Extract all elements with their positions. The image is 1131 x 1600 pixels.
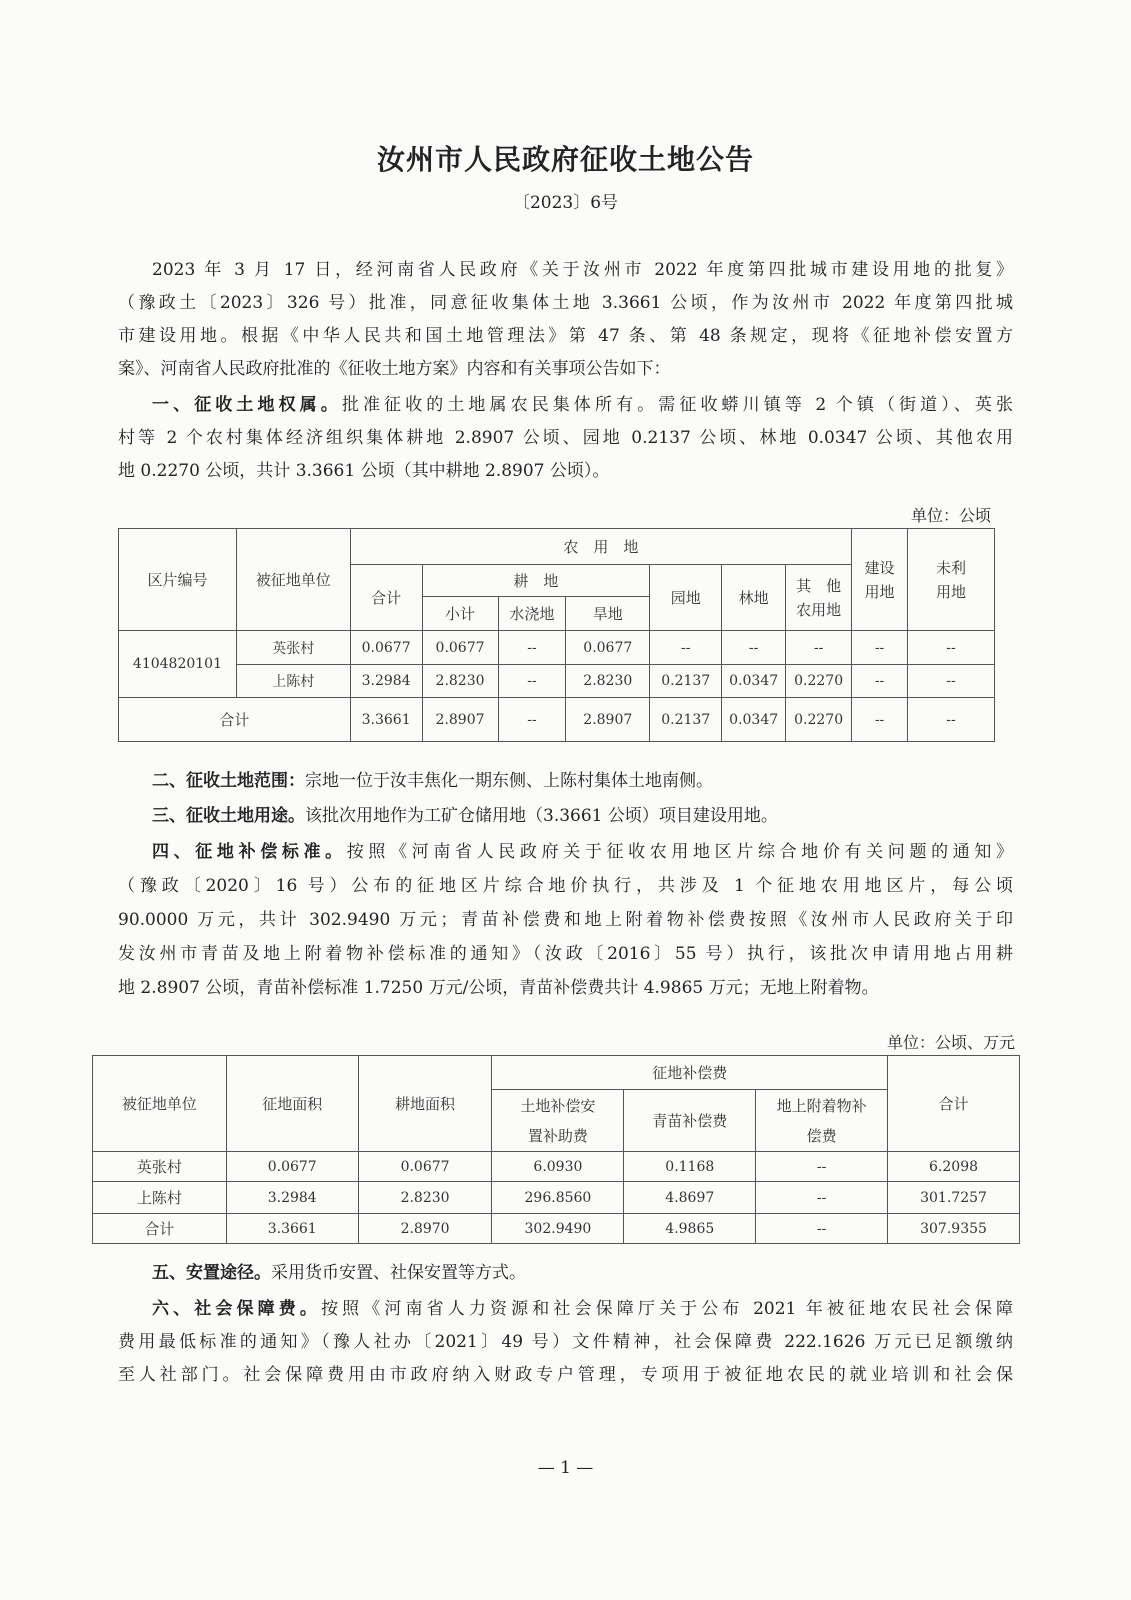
cell-land-fee: 296.8560 <box>492 1182 624 1214</box>
section4-line-3: 90.0000 万元，共计 302.9490 万元；青苗补偿费和地上附着物补偿费按照《汝州市人民政府关于印 <box>118 910 1013 930</box>
table-row <box>119 665 995 698</box>
th-total: 合计 <box>350 565 422 631</box>
cell-forest: 0.0347 <box>722 665 786 698</box>
cell-total: 307.9355 <box>888 1214 1020 1244</box>
th-arable: 耕 地 <box>422 565 650 597</box>
cell-subtotal: 2.8907 <box>422 698 498 742</box>
th-subtotal: 小计 <box>422 597 498 631</box>
intro-line-3: 市建设用地。根据《中华人民共和国土地管理法》第 47 条、第 48 条规定，现将《征地补偿安置方 <box>118 326 1013 346</box>
cell-irrigated: -- <box>498 665 566 698</box>
cell-subtotal: 0.0677 <box>422 631 498 665</box>
section6-line-2: 费用最低标准的通知》（豫人社办〔2021〕49 号）文件精神，社会保障费 222.1626 万元已足额缴纳 <box>118 1332 1013 1352</box>
cell-garden: -- <box>650 631 722 665</box>
section4-heading: 四、征地补偿标准。 <box>152 842 347 862</box>
table1-unit: 单位：公顷 <box>910 506 991 525</box>
table-row <box>93 1214 1020 1244</box>
cell-forest: -- <box>722 631 786 665</box>
th2-area: 征地面积 <box>226 1056 358 1152</box>
page-number: — 1 — <box>537 1458 594 1478</box>
section5: 五、安置途径。采用货币安置、社保安置等方式。 <box>152 1263 526 1283</box>
zone-code-cell: 4104820101 <box>119 631 237 698</box>
table-row-sum <box>119 698 995 742</box>
section3-heading: 三、征收土地用途。 <box>152 806 305 826</box>
section6-line-3: 至人社部门。社会保障费用由市政府纳入财政专户管理，专项用于被征地农民的就业培训和社会保 <box>118 1365 1013 1385</box>
cell-dry: 2.8230 <box>566 665 650 698</box>
section1-line-3: 地 0.2270 公顷，共计 3.3661 公顷（其中耕地 2.8907 公顷）。 <box>118 461 610 481</box>
cell-total: 301.7257 <box>888 1182 1020 1214</box>
cell-other: -- <box>786 631 852 665</box>
document-number: 〔2023〕6号 <box>512 193 619 213</box>
cell-attach-fee: -- <box>756 1182 888 1214</box>
cell-subtotal: 2.8230 <box>422 665 498 698</box>
cell-area: 3.3661 <box>226 1214 358 1244</box>
section2-heading: 二、征收土地范围： <box>152 771 305 791</box>
th-irrigated: 水浇地 <box>498 597 566 631</box>
cell-area: 0.0677 <box>226 1152 358 1182</box>
th2-fee-group: 征地补偿费 <box>492 1056 888 1090</box>
cell-arable: 2.8970 <box>358 1214 492 1244</box>
cell-garden: 0.2137 <box>650 665 722 698</box>
th-agri: 农 用 地 <box>350 529 851 565</box>
th2-attach-fee: 地上附着物补偿费 <box>756 1090 888 1152</box>
cell-construction: -- <box>852 698 908 742</box>
th-unit: 被征地单位 <box>236 529 350 631</box>
cell-construction: -- <box>852 631 908 665</box>
cell-area: 3.2984 <box>226 1182 358 1214</box>
cell-garden: 0.2137 <box>650 698 722 742</box>
page-title: 汝州市人民政府征收土地公告 <box>376 143 754 176</box>
intro-line-4: 案》、河南省人民政府批准的《征收土地方案》内容和有关事项公告如下： <box>118 359 671 379</box>
cell-unit: 合计 <box>93 1214 227 1244</box>
cell-unit: 上陈村 <box>93 1182 227 1214</box>
section3: 三、征收土地用途。该批次用地作为工矿仓储用地（3.3661 公顷）项目建设用地。 <box>152 806 778 826</box>
cell-unit: 英张村 <box>236 631 350 665</box>
compensation-table <box>92 1055 1020 1244</box>
cell-unused: -- <box>908 631 995 665</box>
th2-total: 合计 <box>888 1056 1020 1152</box>
cell-other: 0.2270 <box>786 665 852 698</box>
intro-line-1: 2023 年 3 月 17 日，经河南省人民政府《关于汝州市 2022 年度第四批城市建设用地的批复》 <box>152 260 1013 280</box>
th-dry: 旱地 <box>566 597 650 631</box>
cell-unused: -- <box>908 698 995 742</box>
intro-line-2: （豫政土〔2023〕326 号）批准，同意征收集体土地 3.3661 公顷，作为汝州市 2022 年度第四批城 <box>118 293 1013 313</box>
cell-construction: -- <box>852 665 908 698</box>
table2-unit: 单位：公顷、万元 <box>886 1033 1015 1052</box>
cell-crop-fee: 0.1168 <box>624 1152 756 1182</box>
cell-forest: 0.0347 <box>722 698 786 742</box>
cell-crop-fee: 4.9865 <box>624 1214 756 1244</box>
section5-heading: 五、安置途径。 <box>152 1263 271 1283</box>
section1-line-2: 村等 2 个农村集体经济组织集体耕地 2.8907 公顷、园地 0.2137 公顷、林地 0.0347 公顷、其他农用 <box>118 428 1013 448</box>
table-row <box>93 1152 1020 1182</box>
table-row <box>93 1182 1020 1214</box>
section6-heading: 六、社会保障费。 <box>152 1299 322 1319</box>
cell-irrigated: -- <box>498 631 566 665</box>
section4-line-4: 发汝州市青苗及地上附着物补偿标准的通知》（汝政〔2016〕55 号）执行，该批次申请用地占用耕 <box>118 944 1013 964</box>
cell-arable: 0.0677 <box>358 1152 492 1182</box>
cell-land-fee: 302.9490 <box>492 1214 624 1244</box>
cell-irrigated: -- <box>498 698 566 742</box>
cell-unused: -- <box>908 665 995 698</box>
cell-total: 3.3661 <box>350 698 422 742</box>
section2: 二、征收土地范围：宗地一位于汝丰焦化一期东侧、上陈村集体土地南侧。 <box>152 771 713 791</box>
section4-line-2: （豫政〔2020〕16 号）公布的征地区片综合地价执行，共涉及 1 个征地农用地区片，每公顷 <box>118 876 1013 896</box>
th-forest: 林地 <box>722 565 786 631</box>
th-unused: 未利用地 <box>908 529 995 631</box>
cell-total: 0.0677 <box>350 631 422 665</box>
th2-crop-fee: 青苗补偿费 <box>624 1090 756 1152</box>
section1-heading: 一、征收土地权属。 <box>152 395 342 415</box>
cell-total: 6.2098 <box>888 1152 1020 1182</box>
cell-unit: 英张村 <box>93 1152 227 1182</box>
th2-arable-area: 耕地面积 <box>358 1056 492 1152</box>
cell-unit: 上陈村 <box>236 665 350 698</box>
th-other-agri: 其 他农用地 <box>786 565 852 631</box>
table-row <box>119 631 995 665</box>
cell-attach-fee: -- <box>756 1214 888 1244</box>
th2-land-fee: 土地补偿安置补助费 <box>492 1090 624 1152</box>
cell-dry: 0.0677 <box>566 631 650 665</box>
cell-other: 0.2270 <box>786 698 852 742</box>
section1-line-1: 一、征收土地权属。批准征收的土地属农民集体所有。需征收蟒川镇等 2 个镇（街道）、英张 <box>152 395 1014 415</box>
cell-total: 3.2984 <box>350 665 422 698</box>
cell-sum-label: 合计 <box>119 698 351 742</box>
cell-dry: 2.8907 <box>566 698 650 742</box>
section4-line-1: 四、征地补偿标准。按照《河南省人民政府关于征收农用地区片综合地价有关问题的通知》 <box>152 842 1014 862</box>
th2-unit: 被征地单位 <box>93 1056 227 1152</box>
th-zone-code: 区片编号 <box>119 529 237 631</box>
cell-arable: 2.8230 <box>358 1182 492 1214</box>
cell-attach-fee: -- <box>756 1152 888 1182</box>
section6-line-1: 六、社会保障费。按照《河南省人力资源和社会保障厅关于公布 2021 年被征地农民社会保障 <box>152 1299 1013 1319</box>
cell-land-fee: 6.0930 <box>492 1152 624 1182</box>
land-table <box>118 528 995 742</box>
th-construction: 建设用地 <box>852 529 908 631</box>
section4-line-5: 地 2.8907 公顷，青苗补偿标准 1.7250 万元/公顷，青苗补偿费共计 4.9865 万元；无地上附着物。 <box>118 978 879 998</box>
cell-crop-fee: 4.8697 <box>624 1182 756 1214</box>
th-garden: 园地 <box>650 565 722 631</box>
